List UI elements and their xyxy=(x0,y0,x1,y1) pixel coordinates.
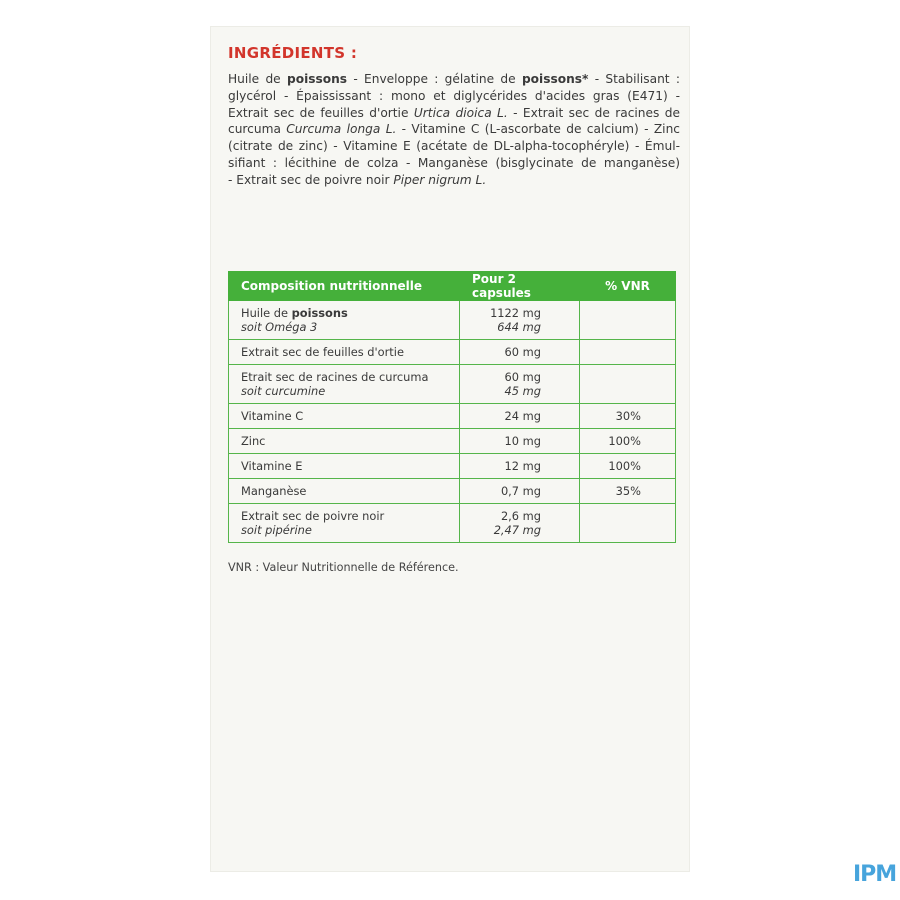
row-vnr: 35% xyxy=(580,479,676,504)
ipm-logo: IPM xyxy=(853,862,897,887)
text-fragment: Zinc xyxy=(241,434,266,448)
text-fragment: - Vitamine C (L-ascorbate de calcium) - Zinc xyxy=(396,122,680,137)
text-fragment: - Extrait sec de racines de xyxy=(507,105,680,120)
row-vnr xyxy=(580,365,676,404)
amount-sub-value: 2,47 mg xyxy=(493,523,541,537)
text-fragment: sifiant : lécithine de colza - Manganèse (bisglycinate de manganèse) xyxy=(228,155,680,170)
table-row xyxy=(229,504,676,543)
row-vnr xyxy=(580,340,676,365)
row-label xyxy=(229,365,460,404)
text-fragment: Manganèse xyxy=(241,484,307,498)
amount-value: 10 mg xyxy=(504,434,541,448)
table-row xyxy=(229,404,676,429)
row-label-sub: soit Oméga 3 xyxy=(241,320,318,334)
row-label-sub: soit pipérine xyxy=(241,523,312,537)
text-fragment: (citrate de zinc) - Vitamine E (acétate de DL-alpha-tocophéryle) - Émul- xyxy=(228,139,680,154)
text-fragment: Curcuma longa L. xyxy=(286,122,397,137)
text-fragment: Extrait sec de poivre noir xyxy=(241,509,385,523)
row-vnr xyxy=(580,301,676,340)
text-fragment: Vitamine C xyxy=(241,409,304,423)
ingredients-line xyxy=(228,155,680,172)
ingredients-line xyxy=(228,121,680,138)
amount-value: 60 mg xyxy=(504,345,541,359)
amount-sub-value: 644 mg xyxy=(497,320,541,334)
row-vnr: 100% xyxy=(580,429,676,454)
text-fragment: poissons xyxy=(286,72,348,86)
header-amount: Pour 2 capsules xyxy=(460,272,580,301)
text-fragment: Extrait sec de feuilles d'ortie xyxy=(228,105,414,120)
amount-value: 24 mg xyxy=(504,409,541,423)
row-label xyxy=(229,504,460,543)
row-amount xyxy=(460,429,580,454)
ingredients-line xyxy=(228,71,680,88)
text-fragment: - Extrait sec de poivre noir xyxy=(228,172,394,187)
text-fragment: Vitamine E xyxy=(241,459,303,473)
ingredients-line xyxy=(228,138,680,155)
amount-value: 0,7 mg xyxy=(500,484,541,498)
text-fragment: poissons* xyxy=(521,72,589,86)
row-label xyxy=(229,340,460,365)
header-composition: Composition nutritionnelle xyxy=(229,272,460,301)
row-label-sub: soit curcumine xyxy=(241,384,326,398)
text-fragment: Huile de xyxy=(241,306,292,320)
table-row xyxy=(229,301,676,340)
row-vnr xyxy=(580,504,676,543)
text-fragment: - Enveloppe : gélatine de xyxy=(347,72,522,86)
amount-value: 1122 mg xyxy=(490,306,541,320)
ingredients-title: INGRÉDIENTS : xyxy=(228,44,358,62)
row-vnr: 30% xyxy=(580,404,676,429)
row-label xyxy=(229,454,460,479)
header-vnr: % VNR xyxy=(580,272,676,301)
table-header-row xyxy=(229,272,676,301)
vnr-footnote: VNR : Valeur Nutritionnelle de Référence. xyxy=(228,561,459,574)
text-fragment: Etrait sec de racines de curcuma xyxy=(241,370,429,384)
amount-sub-value: 45 mg xyxy=(504,384,541,398)
nutrition-table xyxy=(228,271,676,543)
text-fragment: - Stabilisant : xyxy=(588,72,680,86)
text-fragment: Urtica dioica L. xyxy=(413,105,508,120)
text-fragment: glycérol - Épaississant : mono et diglycérides d'acides gras (E471) - xyxy=(228,88,680,103)
row-amount xyxy=(460,504,580,543)
row-amount xyxy=(460,301,580,340)
row-amount xyxy=(460,404,580,429)
amount-value: 2,6 mg xyxy=(500,509,541,523)
text-fragment: curcuma xyxy=(228,122,287,137)
text-fragment: Piper nigrum L. xyxy=(393,172,487,187)
row-amount xyxy=(460,454,580,479)
row-label xyxy=(229,301,460,340)
table-row xyxy=(229,454,676,479)
ingredients-line xyxy=(228,105,680,122)
table-row xyxy=(229,429,676,454)
ingredients-text xyxy=(228,71,680,189)
amount-value: 12 mg xyxy=(504,459,541,473)
amount-value: 60 mg xyxy=(504,370,541,384)
row-vnr: 100% xyxy=(580,454,676,479)
row-amount xyxy=(460,340,580,365)
ingredients-line xyxy=(228,172,680,189)
row-label xyxy=(229,404,460,429)
row-label xyxy=(229,429,460,454)
row-amount xyxy=(460,365,580,404)
row-amount xyxy=(460,479,580,504)
table-row xyxy=(229,365,676,404)
ingredients-line xyxy=(228,88,680,105)
text-fragment: poissons xyxy=(291,306,348,320)
row-label xyxy=(229,479,460,504)
text-fragment: Huile de xyxy=(228,72,287,86)
table-row xyxy=(229,479,676,504)
table-row xyxy=(229,340,676,365)
text-fragment: Extrait sec de feuilles d'ortie xyxy=(241,345,404,359)
